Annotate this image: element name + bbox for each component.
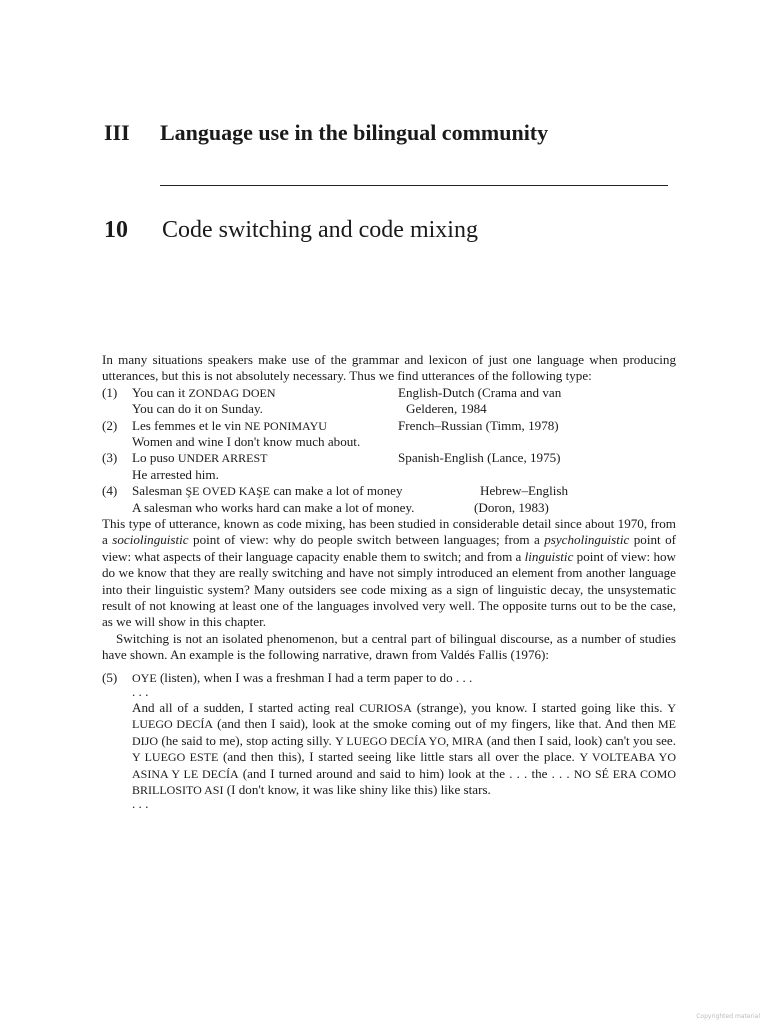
english-text: (and then I said, look) can't you see. (483, 732, 676, 748)
example-source-cont: (Doron, 1983) (474, 499, 549, 515)
english-text: (strange), you know. I started going like this. (411, 700, 668, 716)
body-text (102, 352, 676, 812)
english-text: (I don't know, it was like shiny like this) like stars. (223, 782, 491, 798)
example-translation: Women and wine I don't know much about. (132, 434, 361, 449)
spanish-phrase: Y LUEGO DECÍA YO, MIRA (335, 733, 484, 748)
example-sentence: Les femmes et le vin NE PONIMAYU (132, 417, 327, 433)
example-translation: He arrested him. (132, 466, 219, 482)
emphasis-term: psycholinguistic (544, 532, 630, 548)
example-source: English-Dutch (Crama and van (398, 384, 562, 400)
intro-paragraph: In many situations speakers make use of the grammar and lexicon of just one language when producing utterances, but this is not absolutely necessary. Thus we find utterances of the following type: (102, 352, 676, 384)
narrative-intro-paragraph: Switching is not an isolated phenomenon, but a central part of bilingual discourse, as a number of studies have shown. An example is the following narrative, drawn from Valdés Fallis (1976): (102, 630, 676, 663)
narrative-first-line: OYE (listen), when I was a freshman I had a term paper to do . . . (132, 669, 473, 685)
example-source-cont: Gelderen, 1984 (406, 401, 487, 417)
examples-list (102, 385, 676, 516)
narrative-text (132, 700, 676, 798)
example-item (102, 418, 676, 451)
chapter-number: 10 (104, 217, 128, 243)
spanish-phrase: Y VOLTEABA YO ASINA Y LE DECÍA (132, 750, 677, 781)
example-number: (1) (102, 384, 118, 400)
example-sentence: Lo puso UNDER ARREST (132, 450, 268, 466)
emphasis-term: sociolinguistic (112, 532, 189, 548)
emphasis-term: linguistic (524, 548, 574, 564)
example-item (102, 483, 676, 516)
example-number: (4) (102, 483, 118, 499)
example-item (102, 385, 676, 418)
ellipsis: . . . (132, 796, 149, 812)
ellipsis: . . . (132, 684, 149, 700)
example-translation: You can do it on Sunday. (132, 401, 263, 417)
part-title: Language use in the bilingual community (160, 120, 549, 145)
discussion-paragraph: This type of utterance, known as code mixing, has been studied in considerable detail since about 1970, from a sociolinguistic point of view: why do people switch between languages; from a psycholinguistic point of view: what aspects of their language capacity enable them to switch; and from a linguistic point of view: how do we know that they are really switching and have not simply introduced an element from another language into their linguistic system? Many outsiders see code mixing as a sign of linguistic decay, the unsystematic result of not knowing at least one of the languages involved very well. The opposite turns out to be the case, as we will show in this chapter. (102, 516, 676, 630)
spanish-phrase: CURIOSA (359, 701, 412, 716)
example-sentence: You can it ZONDAG DOEN (132, 384, 276, 400)
example-number: (5) (102, 669, 118, 685)
spanish-phrase: NO SÉ ERA COMO BRILLOSITO ASI (132, 766, 677, 798)
example-sentence: Salesman ŞE OVED KAŞE can make a lot of money (132, 483, 403, 499)
example-source: Spanish-English (Lance, 1975) (398, 450, 561, 466)
example-translation: A salesman who works hard can make a lot of money. (132, 499, 415, 515)
spanish-phrase: ME DIJO (132, 717, 677, 748)
example-source: Hebrew–English (480, 483, 568, 499)
copyright-watermark: Copyrighted material (696, 1013, 760, 1020)
example-source: French–Russian (Timm, 1978) (398, 417, 559, 433)
english-text: (and then I said), look at the smoke coming out of my fingers, like that. And then (213, 716, 659, 732)
english-text: And all of a sudden, I started acting real (132, 700, 360, 716)
english-text: (and I turned around and said to him) look at the . . . the . . . (238, 765, 574, 781)
example-item (102, 450, 676, 483)
example-number: (2) (102, 417, 118, 433)
narrative-example-head (102, 670, 676, 686)
example-number: (3) (102, 450, 118, 466)
chapter-title: Code switching and code mixing (162, 217, 478, 243)
spanish-phrase: Y LUEGO ESTE (132, 750, 219, 765)
spanish-phrase: Y LUEGO DECÍA (132, 701, 677, 732)
english-text: (and then this), I started seeing like little stars all over the place. (218, 749, 580, 765)
heading-rule (160, 185, 668, 186)
english-text: (he said to me), stop acting silly. (158, 732, 336, 748)
part-number: III (104, 120, 130, 145)
